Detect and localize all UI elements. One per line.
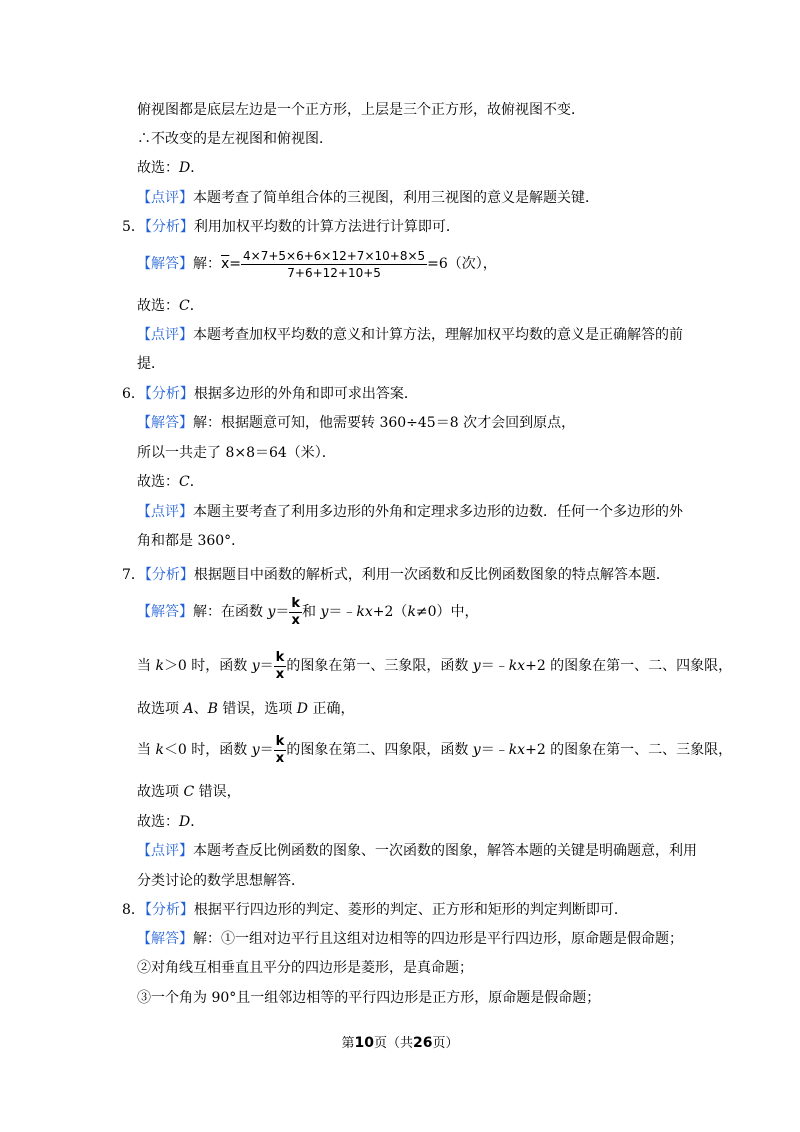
comment-tag: 【点评】 [137,843,193,859]
solution-tag: 【解答】 [137,256,193,272]
solution-tag: 【解答】 [137,604,193,620]
analysis-tag: 【分析】 [144,219,194,235]
question-6-solution: 【解答】解：根据题意可知，他需要转 360÷45＝8 次才会回到原点， [137,415,576,431]
comment-line: 【点评】本题考查了简单组合体的三视图，利用三视图的意义是解题关键． [137,190,599,206]
text-line: 故选项 A、B 错误，选项 D 正确， [137,701,355,717]
answer-line: 故选：D． [137,814,205,830]
text-line: ③一个角为 90°且一组邻边相等的平行四边形是正方形，原命题是假命题； [137,990,601,1006]
comment-tag: 【点评】 [137,190,193,206]
comment-line: 【点评】本题考查加权平均数的意义和计算方法，理解加权平均数的意义是正确解答的前 [137,327,683,343]
question-5-solution: 【解答】解：$\overline{x}=$ $\frac{4\times 7+5\times 6+6\times 12+7\times 10+8\times 5}{7+6+12+10+5}$ =6（次）， [137,246,497,282]
question-8-solution: 【解答】解：①一组对边平行且这组对边相等的四边形是平行四边形，原命题是假命题； [137,931,683,947]
comment-line: 分类讨论的数学思想解答． [137,873,305,889]
solution-tag: 【解答】 [137,415,193,431]
text-line: 当 k＞0 时，函数 y＝ $\frac{k}{x}$ 的图象在第一、三象限，函数 y＝﹣kx+2 的图象在第一、二、四象限， [137,649,733,682]
comment-tag: 【点评】 [137,327,193,343]
question-7-solution: 【解答】解：在函数 y＝ $\frac{k}{x}$ 和 y＝﹣kx+2（k≠0）中， [137,595,479,628]
weighted-mean-fraction: $\frac{4\times 7+5\times 6+6\times 12+7\times 10+8\times 5}{7+6+12+10+5}$ [243,248,426,280]
text-line: ②对角线互相垂直且平分的四边形是菱形，是真命题； [137,960,473,976]
comment-line: 角和都是 360°． [137,533,246,549]
answer-line: 故选：C． [137,298,204,314]
comment-line: 【点评】本题考查反比例函数的图象、一次函数的图象，解答本题的关键是明确题意，利用 [137,843,697,859]
k-over-x-fraction: $\frac{k}{x}$ [275,649,285,682]
analysis-tag: 【分析】 [144,567,194,583]
text-line: 当 k＜0 时，函数 y＝ $\frac{k}{x}$ 的图象在第二、四象限，函数 y＝﹣kx+2 的图象在第一、二、三象限， [137,733,733,766]
comment-line: 【点评】本题主要考查了利用多边形的外角和定理求多边形的边数．任何一个多边形的外 [137,504,683,520]
question-6-analysis: 6．【分析】根据多边形的外角和即可求出答案． [122,386,418,402]
page-footer: 第10页（共26页） [341,1035,459,1051]
analysis-tag: 【分析】 [144,386,194,402]
question-8-analysis: 8．【分析】根据平行四边形的判定、菱形的判定、正方形和矩形的判定判断即可． [122,902,628,918]
text-line: ∴不改变的是左视图和俯视图． [137,131,333,147]
question-5-analysis: 5．【分析】利用加权平均数的计算方法进行计算即可． [122,219,460,235]
question-7-analysis: 7．【分析】根据题目中函数的解析式，利用一次函数和反比例函数图象的特点解答本题． [122,567,670,583]
text-line: 所以一共走了 8×8＝64（米）． [137,445,336,461]
solution-tag: 【解答】 [137,931,193,947]
page-number: 10 [354,1035,374,1051]
comment-tag: 【点评】 [137,504,193,520]
k-over-x-fraction: $\frac{k}{x}$ [291,595,301,628]
text-line: 故选项 C 错误， [137,784,241,800]
text-line: 俯视图都是底层左边是一个正方形，上层是三个正方形，故俯视图不变． [137,102,585,118]
analysis-tag: 【分析】 [144,902,194,918]
answer-line: 故选：C． [137,474,204,490]
answer-line: 故选：D． [137,160,205,176]
comment-line: 提． [137,356,165,372]
page-total: 26 [413,1035,433,1051]
k-over-x-fraction: $\frac{k}{x}$ [275,733,285,766]
mean-symbol: $\overline{x}$ [221,256,230,272]
